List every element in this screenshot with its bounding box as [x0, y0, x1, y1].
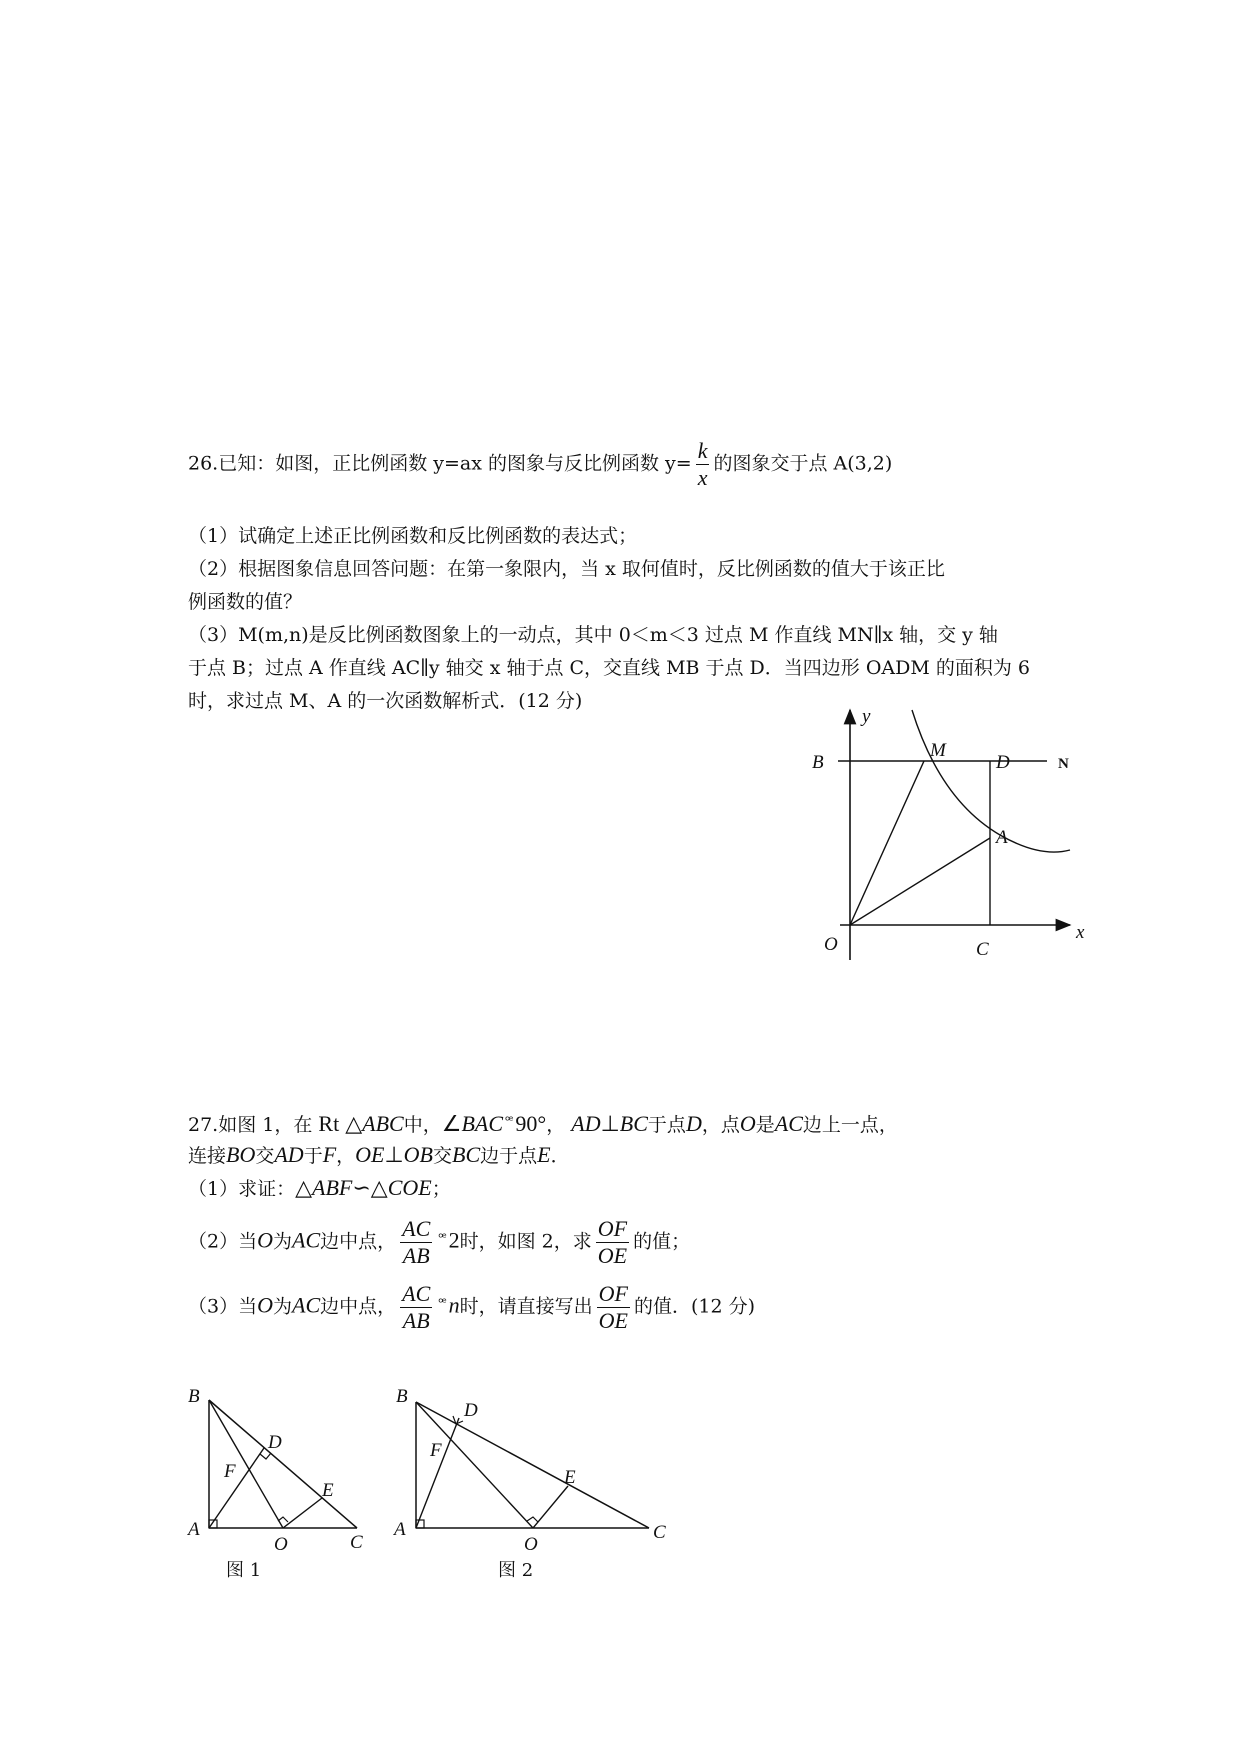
fig1-label-F: F: [224, 1461, 236, 1482]
fig2-label-E: E: [564, 1467, 576, 1488]
label-C: C: [976, 939, 989, 960]
label-D: D: [996, 752, 1010, 773]
fig2-label-B: B: [396, 1386, 408, 1407]
ac-over-ab-fraction: $\frac{AC}{AB}$: [402, 1216, 431, 1268]
q27-figure-2: [390, 1380, 690, 1580]
label-O: O: [824, 934, 838, 955]
q26-part1: （1）试确定上述正比例函数和反比例函数的表达式；: [188, 525, 638, 547]
q27-line2: 连接BO交AD于F，OE⊥OB交BC边于点E．: [188, 1142, 570, 1167]
label-x: x: [1076, 922, 1085, 943]
of-over-oe-fraction: $\frac{OF}{OE}$: [597, 1216, 628, 1268]
q26-part3-line3: 时，求过点 M、A 的一次函数解析式．(12 分): [188, 690, 583, 712]
label-A: A: [996, 827, 1008, 848]
fig1-label-D: D: [268, 1432, 282, 1453]
label-N: N: [1058, 756, 1069, 772]
fig1-label-E: E: [322, 1480, 334, 1501]
q26-part2-line1: （2）根据图象信息回答问题：在第一象限内，当 x 取何值时，反比例函数的值大于该正比: [188, 558, 945, 580]
q27-part3: （3）当O为AC边中点， $\frac{AC}{AB}$ $^ꟹ$n时，请直接写出 $\frac{OF}{OE}$ 的值．(12 分): [188, 1281, 756, 1333]
segment-OA: [850, 838, 990, 925]
ac-over-ab-fraction: $\frac{AC}{AB}$: [402, 1281, 431, 1333]
fig2-label-O: O: [524, 1534, 538, 1555]
k-over-x-fraction: $\frac{k}{x}$: [697, 438, 708, 490]
segment-BO: [209, 1400, 283, 1528]
label-M: M: [930, 740, 946, 761]
right-angle-D: [260, 1453, 271, 1459]
fig1-caption: 图 1: [226, 1560, 262, 1581]
fig1-label-C: C: [350, 1532, 363, 1553]
right-angle-O: [527, 1517, 538, 1522]
fig1-label-B: B: [188, 1386, 200, 1407]
fig2-label-D: D: [464, 1400, 478, 1421]
label-y: y: [862, 706, 871, 727]
q26-coordinate-figure: [800, 700, 1100, 980]
segment-OM: [850, 761, 924, 925]
q26-part3-line1: （3）M(m,n)是反比例函数图象上的一动点，其中 0＜m＜3 过点 M 作直线 MN∥x 轴，交 y 轴: [188, 624, 998, 646]
q27-part2: （2）当O为AC边中点， $\frac{AC}{AB}$ $^ꟹ$2时，如图 2，求 $\frac{OF}{OE}$ 的值；: [188, 1216, 691, 1268]
fig2-label-F: F: [430, 1440, 442, 1461]
hyperbola-curve: [912, 710, 1070, 852]
fig1-label-O: O: [274, 1534, 288, 1555]
segment-OE: [283, 1498, 322, 1528]
segment-AD: [416, 1418, 459, 1528]
segment-AD: [209, 1448, 264, 1528]
label-B: B: [812, 752, 824, 773]
q27-part1: （1）求证：△ABF∽△COE；: [188, 1175, 451, 1200]
q26-part3-line2: 于点 B；过点 A 作直线 AC∥y 轴交 x 轴于点 C，交直线 MB 于点 D．当四边形 OADM 的面积为 6: [188, 657, 1030, 679]
q27-figure-1: [180, 1380, 380, 1580]
fig2-label-C: C: [653, 1522, 666, 1543]
fig2-caption: 图 2: [498, 1560, 534, 1581]
fig2-label-A: A: [394, 1519, 406, 1540]
of-over-oe-fraction: $\frac{OF}{OE}$: [598, 1281, 628, 1333]
side-BC: [416, 1402, 649, 1528]
fig1-label-A: A: [188, 1519, 200, 1540]
q26-intro: 26.已知：如图，正比例函数 y=ax 的图象与反比例函数 y= $\frac{k}{x}$ 的图象交于点 A(3,2): [188, 438, 893, 490]
q27-line1: 27.如图 1，在 Rt △ABC中，∠BAC $^ꟹ$90°， AD⊥BC于点D，点O是AC边上一点，: [188, 1111, 898, 1136]
q26-part2-line2: 例函数的值？: [188, 591, 303, 613]
